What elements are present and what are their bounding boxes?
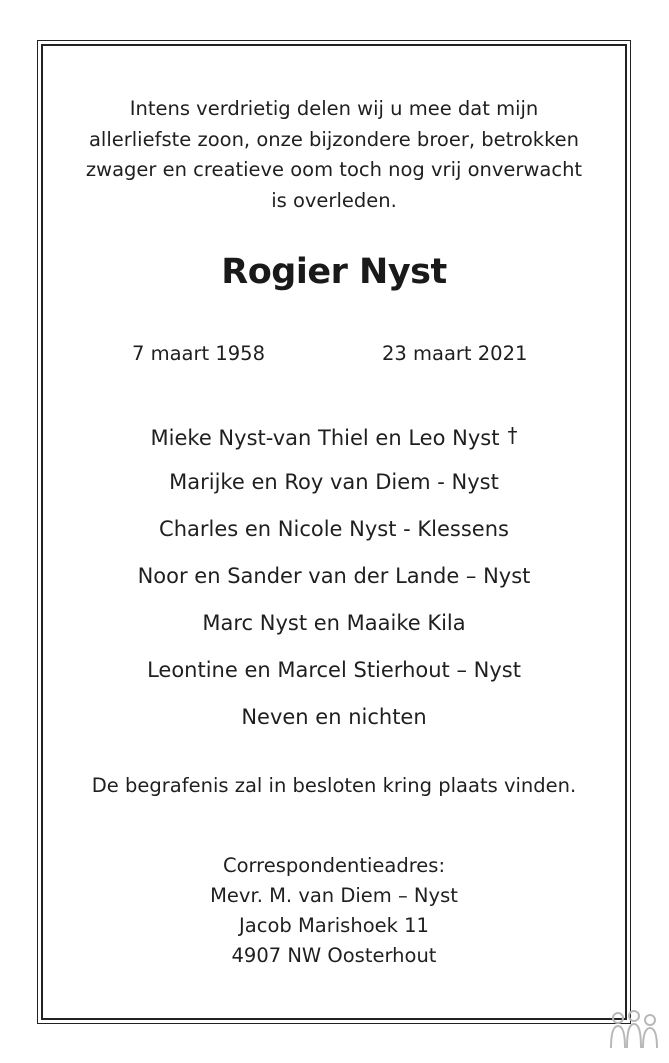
family-list [43,412,625,741]
intro-line: is overleden. [271,188,397,212]
deceased-name: Rogier Nyst [221,252,447,292]
family-member [43,412,625,459]
family-member: Neven en nichten [241,705,427,729]
correspondence-address [43,851,625,971]
address-line: Mevr. M. van Diem – Nyst [210,884,458,907]
address-heading: Correspondentieadres: [222,854,446,877]
cross-icon: † [507,423,518,447]
intro-line: zwager en creatieve oom toch nog vrij onverwacht [85,158,583,181]
family-member: Marc Nyst en Maaike Kila [202,611,466,635]
birth-date: 7 maart 1958 [132,342,265,365]
family-member: Noor en Sander van der Lande – Nyst [137,564,531,588]
family-member: Charles en Nicole Nyst - Klessens [159,517,509,541]
funeral-note: De begrafenis zal in besloten kring plaats vinden. [91,774,577,797]
family-member-text: Mieke Nyst-van Thiel en Leo Nyst [150,426,500,450]
family-member: Marijke en Roy van Diem - Nyst [169,470,499,494]
family-member: Leontine en Marcel Stierhout – Nyst [147,658,521,682]
address-line: Jacob Marishoek 11 [239,914,429,937]
death-date: 23 maart 2021 [382,342,528,365]
intro-line: allerliefste zoon, onze bijzondere broer, betrokken [88,127,580,151]
intro-text [43,94,625,216]
intro-line: Intens verdrietig delen wij u mee dat mijn [129,97,539,120]
address-line: 4907 NW Oosterhout [231,944,437,967]
family-figures-icon [606,1008,662,1052]
